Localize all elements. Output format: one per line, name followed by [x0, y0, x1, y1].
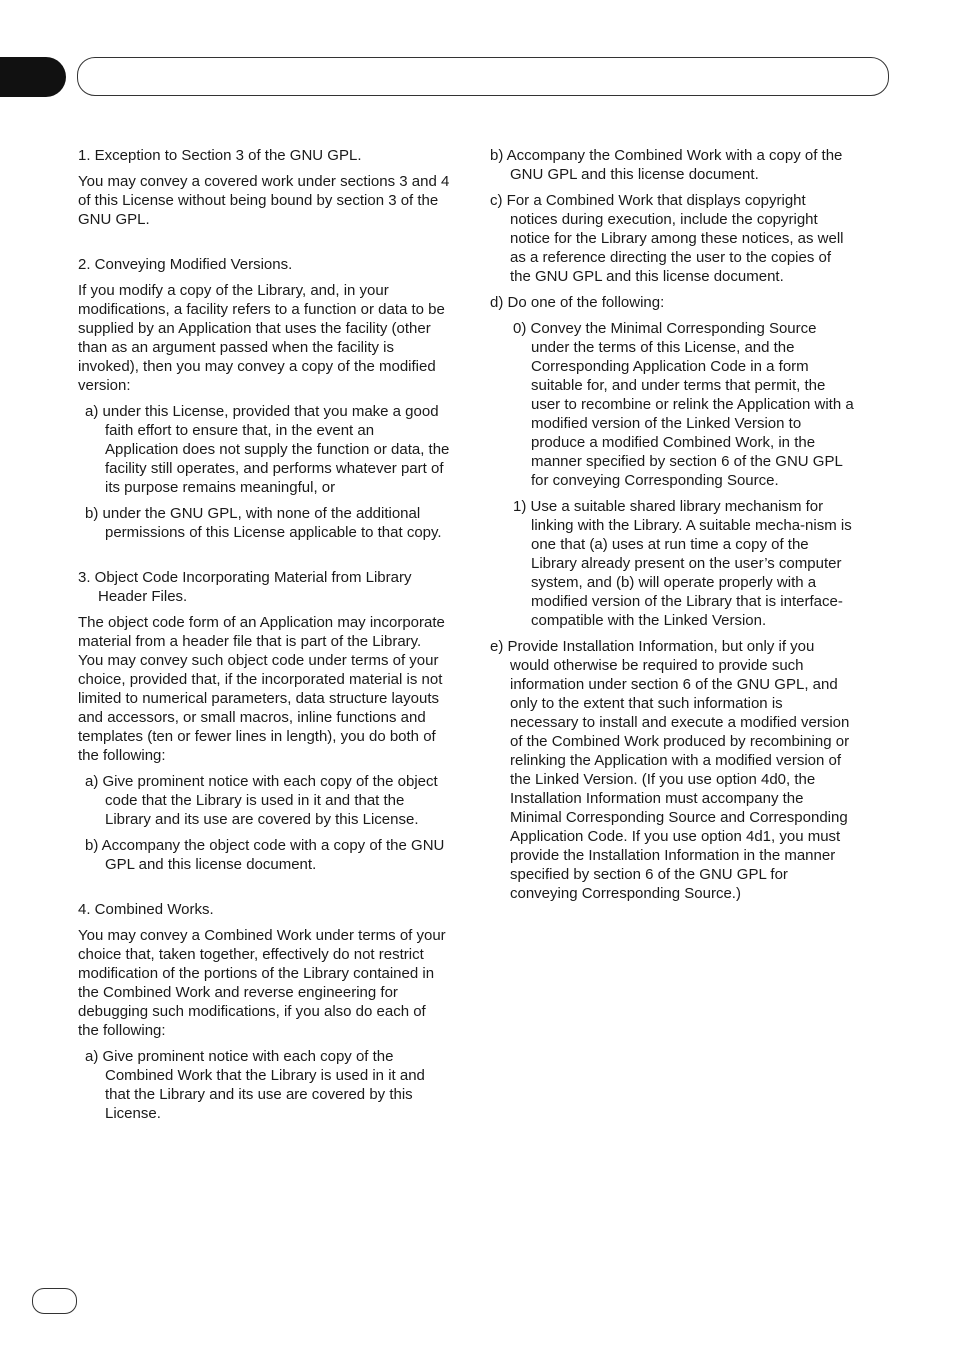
section-4-item-a: a) Give prominent notice with each copy of the Combined Work that the Library is used in it and that the Library and its use are covered by this License.	[85, 1048, 425, 1122]
section-3-item-b: b) Accompany the object code with a copy of the GNU GPL and this license document.	[85, 837, 445, 873]
header-bar	[77, 57, 889, 96]
section-4-item-b: b) Accompany the Combined Work with a copy of the GNU GPL and this license document.	[490, 147, 843, 183]
section-1-heading: 1. Exception to Section 3 of the GNU GPL.	[78, 147, 362, 164]
section-2-paragraph: If you modify a copy of the Library, and, in your modifications, a facility refers to a function or data to be supplied by an Application that uses the facility (other than as an argument passed when the facility is invoked), then you may convey a copy of the modified version:	[78, 282, 445, 394]
right-column	[490, 146, 854, 910]
section-tab	[0, 57, 66, 97]
section-4-heading: 4. Combined Works.	[78, 901, 214, 918]
section-3-paragraph: The object code form of an Application may incorporate material from a header file that is part of the Library. You may convey such object code under terms of your choice, provided that, if the incorporated material is not limited to numerical parameters, data structure layouts and accessors, or small macros, inline functions and templates (ten or fewer lines in length), you do both of the following:	[78, 614, 445, 764]
section-4-item-d0: 0) Convey the Minimal Corresponding Source under the terms of this License, and the Corresponding Application Code in a form suitable for, and under terms that permit, the user to recombine or relink the Application with a modified version of the Linked Version to produce a modified Combined Work, in the manner specified by section 6 of the GNU GPL for conveying Corresponding Source.	[513, 320, 854, 489]
section-2-heading: 2. Conveying Modified Versions.	[78, 256, 293, 273]
section-1-paragraph: You may convey a covered work under sections 3 and 4 of this License without being bound by section 3 of the GNU GPL.	[78, 173, 450, 228]
section-2-item-b: b) under the GNU GPL, with none of the additional permissions of this License applicable to that copy.	[85, 505, 442, 541]
section-4-paragraph: You may convey a Combined Work under terms of your choice that, taken together, effectively do not restrict modification of the portions of the Library contained in the Combined Work and reverse engineering for debugging such modifications, if you also do each of the following:	[78, 927, 446, 1039]
section-4-item-d1: 1) Use a suitable shared library mechanism for linking with the Library. A suitable mecha-nism is one that (a) uses at run time a copy of the Library already present on the user’s computer system, and (b) will operate properly with a modified version of the Library that is interface-compatible with the Linked Version.	[513, 498, 852, 629]
section-4-item-d: d) Do one of the following:	[490, 294, 665, 311]
section-4-item-e: e) Provide Installation Information, but only if you would otherwise be required to provide such information under section 6 of the GNU GPL, and only to the extent that such information is necessary to install and execute a modified version of the Combined Work produced by recombining or relinking the Application with a modified version of the Linked Version. (If you use option 4d0, the Installation Information must accompany the Minimal Corresponding Source and Corresponding Application Code. If you use option 4d1, you must provide the Installation Information in the manner specified by section 6 of the GNU GPL for conveying Corresponding Source.)	[490, 638, 850, 902]
page-number-oval	[32, 1288, 77, 1314]
section-3-heading: 3. Object Code Incorporating Material from Library Header Files.	[78, 569, 412, 605]
left-column	[78, 146, 450, 1130]
section-4-item-c: c) For a Combined Work that displays copyright notices during execution, include the copyright notice for the Library among these notices, as well as a reference directing the user to the copies of the GNU GPL and this license document.	[490, 192, 844, 285]
section-3-item-a: a) Give prominent notice with each copy of the object code that the Library is used in it and that the Library and its use are covered by this License.	[85, 773, 438, 828]
section-2-item-a: a) under this License, provided that you make a good faith effort to ensure that, in the event an Application does not supply the function or data, the facility still operates, and performs whatever part of its purpose remains meaningful, or	[85, 403, 450, 496]
